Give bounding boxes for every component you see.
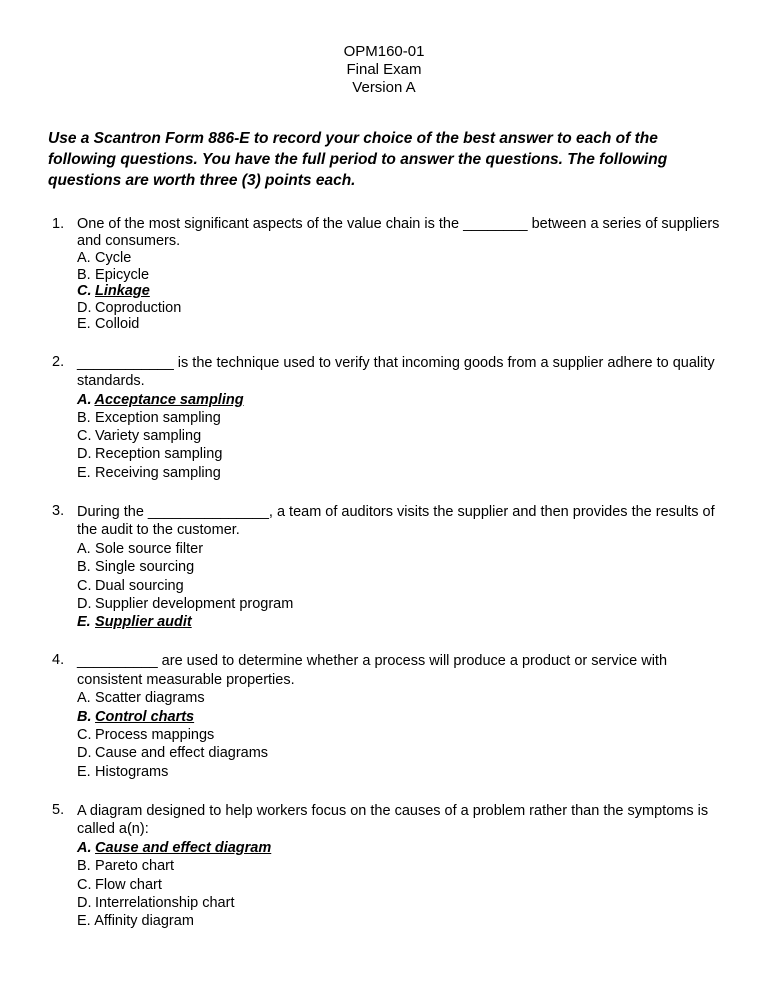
question-stem: ____________ is the technique used to verify that incoming goods from a supplier adhere to quality standards. [77,354,715,389]
exam-header [0,43,768,97]
option-c: C. Flow chart [77,876,162,893]
option-b: B. Single sourcing [77,559,195,576]
question-5 [52,802,732,930]
option-c: C. Process mappings [77,727,215,744]
option-e: E. Receiving sampling [77,464,221,481]
option-list [77,250,732,333]
option-a-correct-answer: A. Cause and effect diagram [77,839,272,856]
option-list [77,689,732,780]
option-b: B. Pareto chart [77,858,175,875]
option-b-correct-answer: B. Control charts [77,708,195,725]
option-c: C. Variety sampling [77,428,202,445]
question-stem: During the _______________, a team of auditors visits the supplier and then provides the results of the audit to the customer. [77,503,715,539]
question-number: 1. [52,216,65,232]
question-list [52,216,732,951]
option-list [77,540,732,631]
exam-version: Version A [352,79,416,96]
option-d: D. Coproduction [77,299,182,316]
option-c: C. Dual sourcing [77,577,184,594]
option-a: A. Sole source filter [77,540,204,557]
option-e: E. Colloid [77,316,140,332]
option-e: E. Affinity diagram [77,913,194,930]
option-c-correct-answer: C. Linkage [77,283,150,299]
option-d: D. Reception sampling [77,446,223,463]
option-e-correct-answer: E. Supplier audit [77,614,192,631]
exam-instructions: Use a Scantron Form 886-E to record your choice of the best answer to each of the following questions. You have the full period to answer the questions. The following questions are worth three (3) points each. [48,130,668,189]
option-e: E. Histograms [77,763,169,780]
question-stem: One of the most significant aspects of the value chain is the ________ between a series of suppliers and consumers. [77,216,720,249]
option-a-correct-answer: A. Acceptance sampling [77,391,244,408]
question-number: 3. [52,502,65,519]
question-number: 5. [52,801,65,818]
option-d: D. Interrelationship chart [77,894,235,911]
option-a: A. Scatter diagrams [77,690,205,707]
course-code: OPM160-01 [343,43,425,60]
question-stem: A diagram designed to help workers focus on the causes of a problem rather than the symptoms is called a(n): [77,802,709,838]
option-b: B. Exception sampling [77,409,221,426]
option-d: D. Supplier development program [77,595,294,612]
option-a: A. Cycle [77,250,132,266]
option-list [77,839,732,930]
question-number: 2. [52,353,65,370]
question-3 [52,503,732,631]
question-4 [52,652,732,780]
question-2 [52,354,732,482]
option-d: D. Cause and effect diagrams [77,745,269,762]
question-number: 4. [52,652,65,669]
option-list [77,391,732,482]
option-b: B. Epicycle [77,266,150,283]
question-stem: __________ are used to determine whether a process will produce a product or service with consistent measurable properties. [77,653,668,688]
exam-title: Final Exam [346,61,422,78]
question-1 [52,216,732,333]
